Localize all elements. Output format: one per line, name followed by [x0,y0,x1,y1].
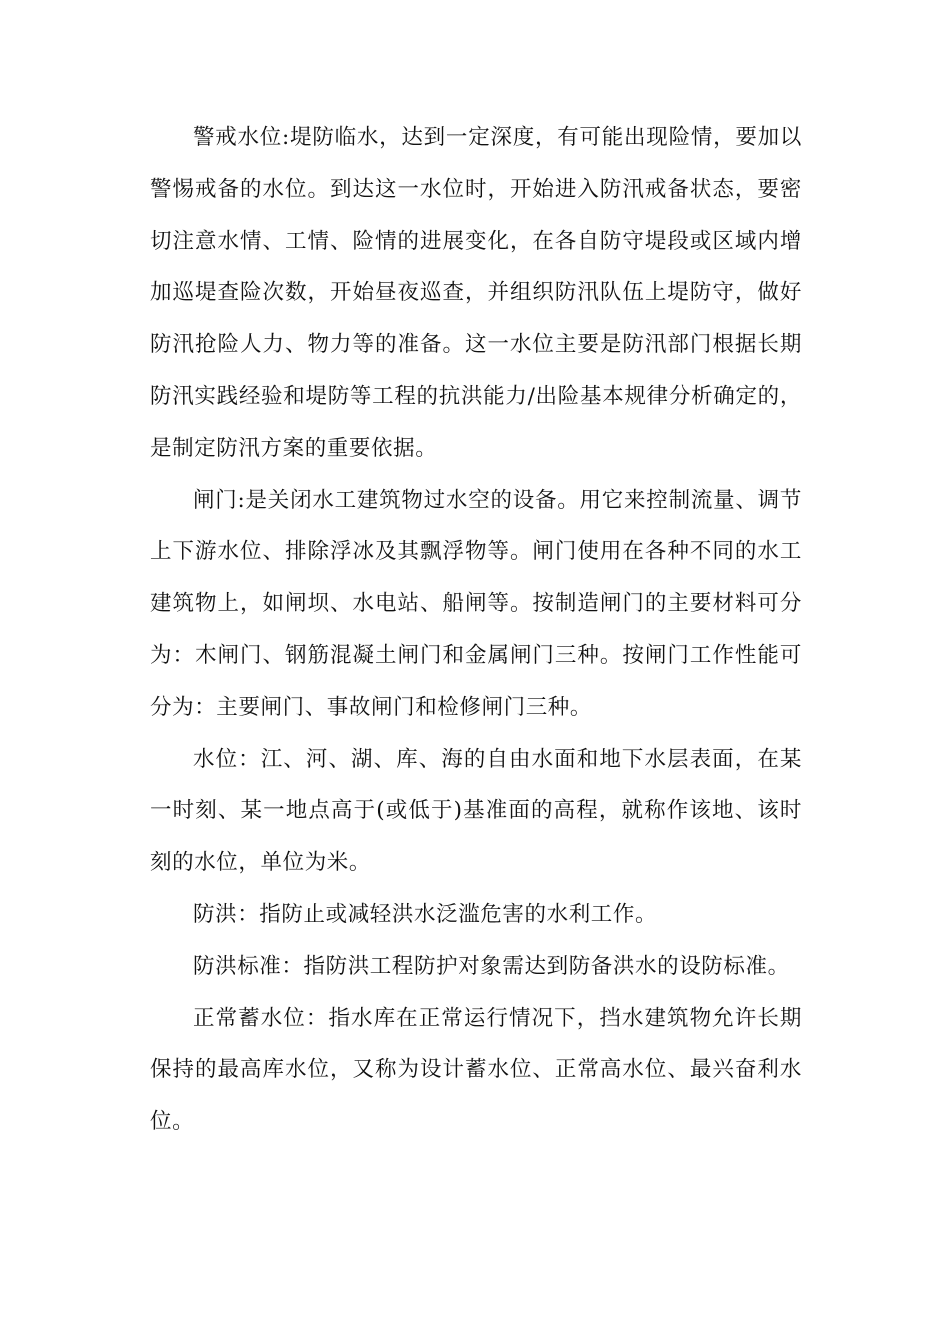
paragraph-flood-control: 防洪：指防止或减轻洪水泛滥危害的水利工作。 [193,901,658,927]
paragraph-normal-storage-level: 正常蓄水位：指水库在正常运行情况下，挡水建筑物允许长期保持的最高库水位，又称为设计蓄水位、正常高水位、最兴奋利水位。 [150,1005,802,1135]
paragraph-flood-control-standard: 防洪标准：指防洪工程防护对象需达到防备洪水的设防标准。 [193,953,790,979]
paragraph-warning-water-level: 警戒水位:堤防临水，达到一定深度，有可能出现险情，要加以警惕戒备的水位。到达这一水位时，开始进入防汛戒备状态，要密切注意水情、工情、险情的进展变化，在各自防守堤段或区域内增加巡堤查险次数，开始昼夜巡查，并组织防汛队伍上堤防守，做好防汛抢险人力、物力等的准备。这一水位主要是防汛部门根据长期防汛实践经验和堤防等工程的抗洪能力/出险基本规律分析确定的，是制定防汛方案的重要依据。 [150,125,802,461]
document-page [150,112,802,1148]
paragraph-water-level: 水位：江、河、湖、库、海的自由水面和地下水层表面，在某一时刻、某一地点高于(或低于)基准面的高程，就称作该地、该时刻的水位，单位为米。 [150,746,802,876]
paragraph-gate: 闸门:是关闭水工建筑物过水空的设备。用它来控制流量、调节上下游水位、排除浮冰及其飘浮物等。闸门使用在各种不同的水工建筑物上，如闸坝、水电站、船闸等。按制造闸门的主要材料可分为：木闸门、钢筋混凝土闸门和金属闸门三种。按闸门工作性能可分为：主要闸门、事故闸门和检修闸门三种。 [150,487,802,720]
